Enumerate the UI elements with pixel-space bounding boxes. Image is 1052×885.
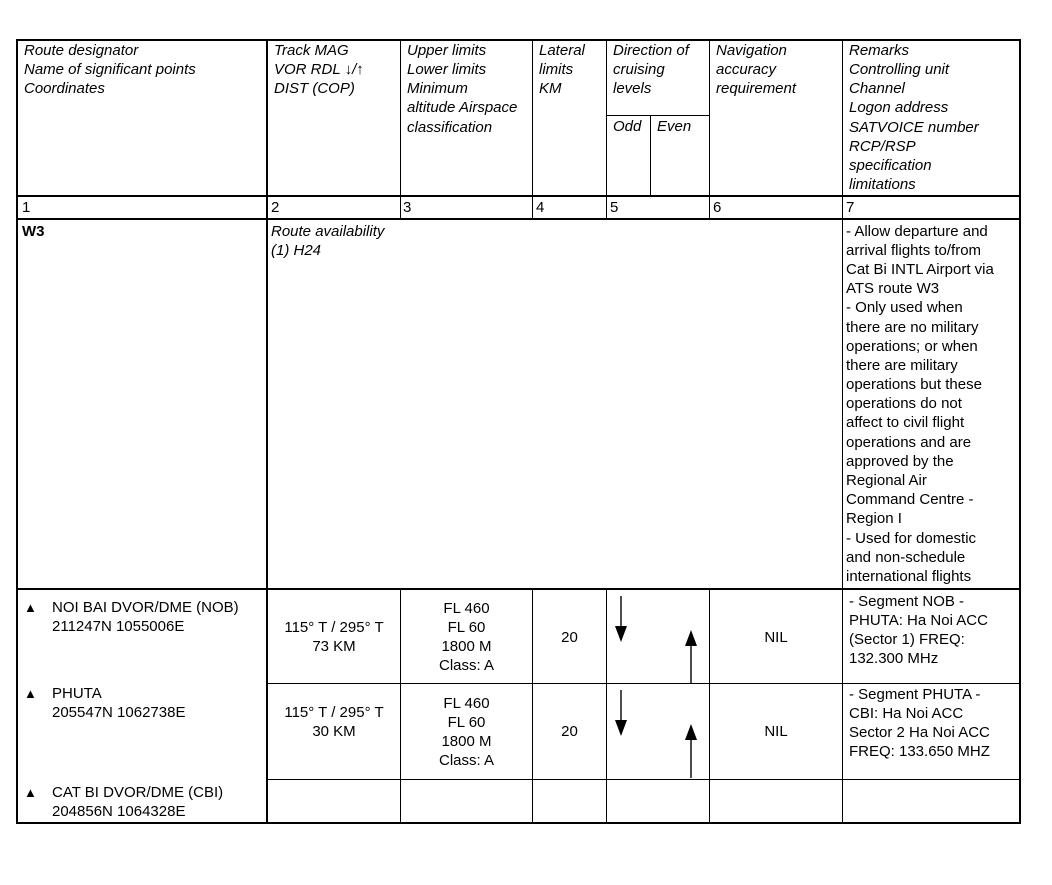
header-track-line-2: VOR RDL ↓/↑ [274,61,364,78]
route-remarks-line-3: Cat Bi INTL Airport via [846,261,994,278]
segment-1-lateral: 20 [561,629,578,646]
segment-1-track-line-2: 73 KM [312,638,356,655]
header-lateral-line-1: Lateral [539,42,585,59]
route-remarks-line-2: arrival flights to/from [846,242,982,259]
point-1-coords: 211247N 1055006E [52,618,185,635]
header-limits-line-2: Lower limits [407,61,487,78]
table-col-3-right-body [532,588,533,824]
column-number-4: 4 [536,199,545,216]
route-remarks-line-15: Command Centre - [846,491,974,508]
segment-2-even-up-arrow-icon [684,722,700,778]
table-col-6-right [842,39,843,824]
segment-2-remarks-line-1: - Segment PHUTA - [849,686,981,703]
segment-1-track-line-1: 115° T / 295° T [284,619,384,636]
column-number-3: 3 [403,199,412,216]
segment-1-remarks-line-2: PHUTA: Ha Noi ACC [849,612,988,629]
segment-2-limits-line-4: Class: A [438,752,495,769]
table-rule-segment-1 [268,683,1021,684]
segment-1-odd-down-arrow-icon [614,596,630,644]
route-remarks-line-17: - Used for domestic [846,530,977,547]
segment-2-remarks-line-3: Sector 2 Ha Noi ACC [849,724,990,741]
route-remarks-line-5: - Only used when [846,299,963,316]
header-limits-line-1: Upper limits [407,42,487,59]
segment-1-remarks-line-1: - Segment NOB - [849,593,965,610]
table-col-4-right-header [606,39,607,220]
header-odd: Odd [613,118,642,135]
route-remarks-line-14: Regional Air [846,472,927,489]
table-border-right [1019,39,1021,824]
table-rule-segment-2 [268,779,1021,780]
header-remarks-line-3: Channel [849,80,905,97]
column-number-5: 5 [610,199,619,216]
header-route-line-3: Coordinates [24,80,105,97]
point-1-triangle-icon: ▲ [24,600,37,615]
route-designator: W3 [22,223,45,240]
segment-2-limits-line-2: FL 60 [447,714,486,731]
segment-1-even-up-arrow-icon [684,628,700,684]
header-navigation-line-1: Navigation [716,42,787,59]
header-remarks-line-5: SATVOICE number [849,119,979,136]
table-odd-even-divider [650,115,651,196]
point-3-coords: 204856N 1064328E [52,803,186,820]
point-3-triangle-icon: ▲ [24,785,37,800]
column-number-1: 1 [22,199,31,216]
table-rule-header-bottom [16,195,1021,197]
table-rule-route-row [16,588,1021,590]
header-remarks-line-7: specification [849,157,932,174]
route-availability-line-1: Route availability [271,223,385,240]
header-direction-line-1: Direction of [613,42,689,59]
segment-1-navigation: NIL [764,629,788,646]
header-route-line-2: Name of significant points [24,61,196,78]
route-remarks-line-10: operations do not [846,395,962,412]
header-track-line-3: DIST (COP) [274,80,355,97]
header-direction-line-3: levels [613,80,652,97]
route-remarks-line-12: operations and are [846,434,972,451]
route-remarks-line-4: ATS route W3 [846,280,940,297]
header-remarks-line-8: limitations [849,176,916,193]
route-remarks-line-7: operations; or when [846,338,978,355]
column-number-2: 2 [271,199,280,216]
route-remarks-line-16: Region I [846,510,902,527]
header-direction-line-2: cruising [613,61,665,78]
table-col-5-right-header [709,39,710,220]
header-limits-line-3: Minimum [407,80,468,97]
table-col-3-right-header [532,39,533,220]
route-remarks-line-1: - Allow departure and [846,223,988,240]
route-remarks-line-18: and non-schedule [846,549,966,566]
column-number-7: 7 [846,199,855,216]
header-limits-line-4: altitude Airspace [407,99,518,116]
segment-1-limits-line-2: FL 60 [447,619,486,636]
route-remarks-line-11: affect to civil flight [846,414,965,431]
header-lateral-line-3: KM [539,80,562,97]
table-col-2-right-header [400,39,401,220]
column-number-6: 6 [713,199,722,216]
segment-1-limits-line-3: 1800 M [441,638,492,655]
route-remarks-line-8: there are military [846,357,958,374]
header-navigation-line-3: requirement [716,80,797,97]
point-2-name: PHUTA [52,685,102,702]
route-remarks-line-9: operations but these [846,376,982,393]
segment-1-limits-line-4: Class: A [438,657,495,674]
table-rule-number-row [16,218,1021,220]
segment-2-remarks-line-2: CBI: Ha Noi ACC [849,705,964,722]
segment-2-limits-line-3: 1800 M [441,733,492,750]
point-1-name: NOI BAI DVOR/DME (NOB) [52,599,239,616]
table-rule-odd-even [607,115,710,116]
point-2-triangle-icon: ▲ [24,686,37,701]
segment-2-odd-down-arrow-icon [614,690,630,738]
segment-1-remarks-line-4: 132.300 MHz [849,650,939,667]
segment-2-lateral: 20 [561,723,578,740]
header-remarks-line-4: Logon address [849,99,949,116]
header-limits-line-5: classification [407,119,493,136]
route-remarks-line-13: approved by the [846,453,954,470]
header-track-line-1: Track MAG [274,42,349,59]
table-border-left [16,39,18,824]
route-remarks-line-6: there are no military [846,319,979,336]
table-col-5-right-body [709,588,710,824]
header-remarks-line-6: RCP/RSP [849,138,916,155]
route-availability-line-2: (1) H24 [271,242,322,259]
header-lateral-line-2: limits [539,61,574,78]
header-route-line-1: Route designator [24,42,139,59]
point-2-coords: 205547N 1062738E [52,704,186,721]
segment-2-remarks-line-4: FREQ: 133.650 MHZ [849,743,990,760]
segment-2-navigation: NIL [764,723,788,740]
segment-1-remarks-line-3: (Sector 1) FREQ: [849,631,965,648]
header-even: Even [657,118,692,135]
route-remarks-line-19: international flights [846,568,972,585]
point-3-name: CAT BI DVOR/DME (CBI) [52,784,224,801]
segment-2-track-line-2: 30 KM [312,723,356,740]
segment-2-track-line-1: 115° T / 295° T [284,704,384,721]
segment-2-limits-line-1: FL 460 [443,695,490,712]
header-navigation-line-2: accuracy [716,61,777,78]
table-border-bottom [16,822,1021,824]
table-col-4-right-body [606,588,607,824]
header-remarks-line-1: Remarks [849,42,910,59]
segment-1-limits-line-1: FL 460 [443,600,490,617]
header-remarks-line-2: Controlling unit [849,61,950,78]
